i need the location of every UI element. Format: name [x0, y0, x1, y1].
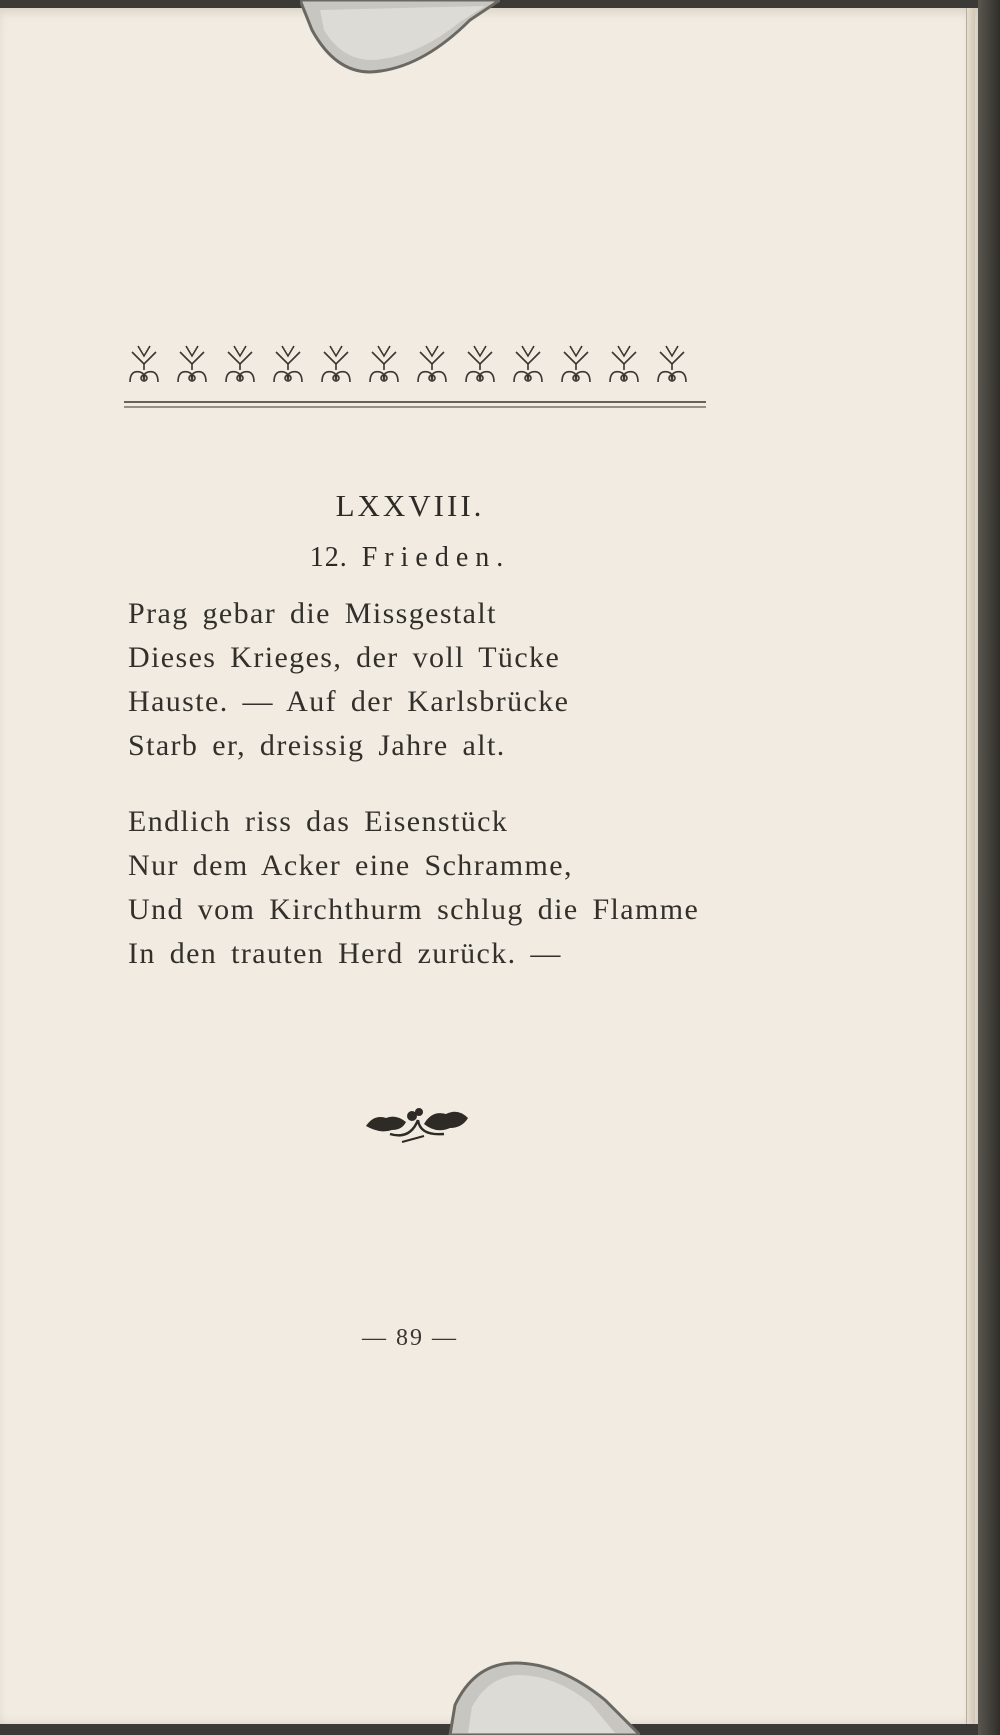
ornament-motif — [418, 346, 446, 382]
ornament-motif — [178, 346, 206, 382]
page-clip-top — [300, 0, 500, 90]
poem-line: Nur dem Acker eine Schramme, — [128, 849, 573, 882]
ornament-motif — [130, 346, 158, 382]
poem-line: Endlich riss das Eisenstück — [128, 805, 509, 838]
poem-line: Dieses Krieges, der voll Tücke — [128, 641, 561, 674]
ornament-motif — [610, 346, 638, 382]
ornament-motif — [466, 346, 494, 382]
chapter-number: LXXVIII. — [335, 488, 485, 523]
ornament-motif — [370, 346, 398, 382]
poem-line: Prag gebar die Missgestalt — [128, 597, 497, 630]
ornament-motif — [658, 346, 686, 382]
stanza-1 — [128, 592, 569, 768]
scanner-background — [978, 0, 1000, 1735]
poem-title — [0, 542, 820, 574]
poem-title-text: Frieden. — [361, 542, 511, 573]
ornament-motif — [274, 346, 302, 382]
ornament-motif — [514, 346, 542, 382]
page-edge — [966, 8, 975, 1724]
floral-ornament-band — [124, 342, 706, 414]
poem-line: Hauste. — Auf der Karlsbrücke — [128, 685, 570, 718]
page-number: — 89 — — [362, 1325, 458, 1351]
ornament-motif — [226, 346, 254, 382]
poem-number: 12. — [309, 542, 348, 573]
page-clip-bottom — [440, 1655, 640, 1735]
poem-line: Und vom Kirchthurm schlug die Flamme — [128, 893, 700, 926]
leaf-vignette-icon — [362, 1100, 472, 1146]
poem-line: Starb er, dreissig Jahre alt. — [128, 729, 506, 762]
poem-line: In den trauten Herd zurück. — — [128, 937, 562, 970]
ornament-motif — [562, 346, 590, 382]
stanza-2 — [128, 800, 699, 976]
ornament-motif — [322, 346, 350, 382]
